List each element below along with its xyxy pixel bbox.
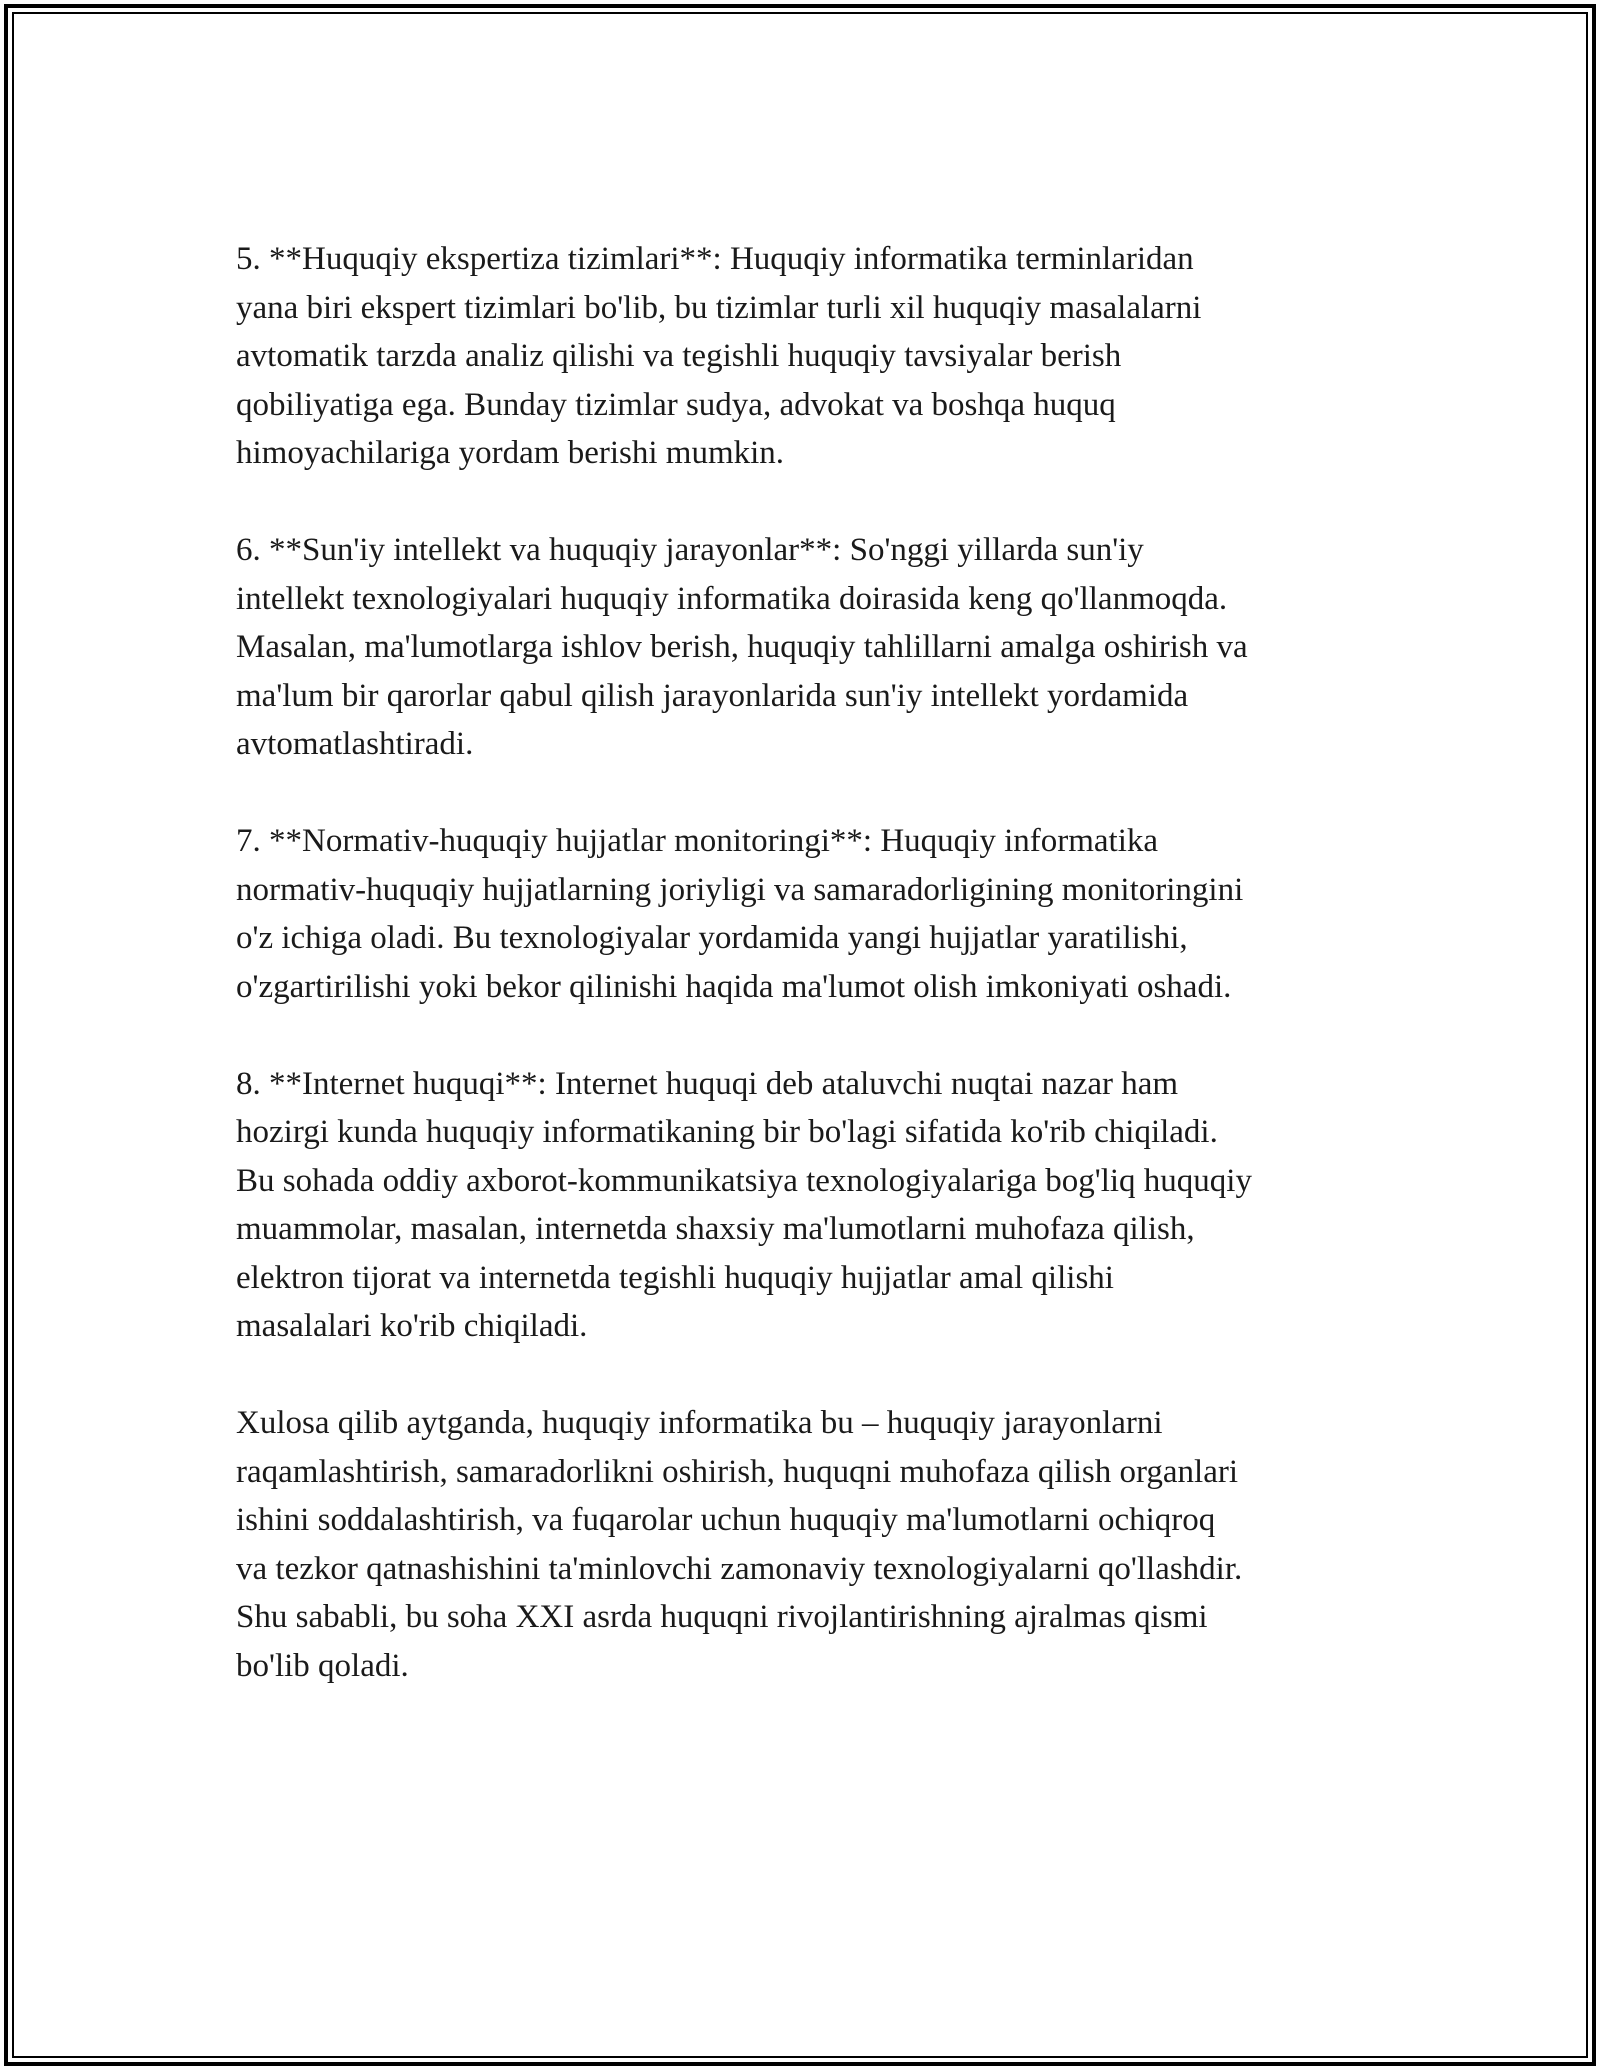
text-line: avtomatlashtiradi. [236,726,474,762]
text-line: 8. **Internet huquqi**: Internet huquqi deb ataluvchi nuqtai nazar ham [236,1065,1179,1102]
text-line: bo'lib qoladi. [236,1647,409,1684]
text-line: Bu sohada oddiy axborot-kommunikatsiya texnologiyalariga bog'liq huquqiy [236,1162,1252,1199]
document-body [236,235,1396,1739]
text-line: Xulosa qilib aytganda, huquqiy informatika bu – huquqiy jarayonlarni [236,1405,1163,1441]
text-line: avtomatik tarzda analiz qilishi va tegishli huquqiy tavsiyalar berish [236,338,1122,374]
text-line: normativ-huquqiy hujjatlarning joriyligi va samaradorligining monitoringini [236,871,1244,908]
text-line: 7. **Normativ-huquqiy hujjatlar monitoringi**: Huquqiy informatika [236,823,1159,859]
text-line: elektron tijorat va internetda tegishli huquqiy hujjatlar amal qilishi [236,1259,1114,1296]
text-line: Masalan, ma'lumotlarga ishlov berish, huquqiy tahlillarni amalga oshirish va [236,629,1248,665]
text-line: ishini soddalashtirish, va fuqarolar uchun huquqiy ma'lumotlarni ochiqroq [236,1502,1216,1538]
text-line: qobiliyatiga ega. Bunday tizimlar sudya, advokat va boshqa huquq [236,386,1116,423]
text-line: raqamlashtirish, samaradorlikni oshirish, huquqni muhofaza qilish organlari [236,1453,1239,1490]
text-line: 6. **Sun'iy intellekt va huquqiy jarayonlar**: So'nggi yillarda sun'iy [236,532,1144,568]
text-line: Shu sababli, bu soha XXI asrda huquqni rivojlantirishning ajralmas qismi [236,1599,1208,1635]
text-line: ma'lum bir qarorlar qabul qilish jarayonlarida sun'iy intellekt yordamida [236,677,1189,714]
text-line: masalalari ko'rib chiqiladi. [236,1308,588,1344]
text-line: 5. **Huquqiy ekspertiza tizimlari**: Huquqiy informatika terminlaridan [236,241,1194,277]
paragraph-8-internet-law [236,1060,1396,1351]
paragraph-5-expert-systems [236,235,1396,478]
paragraph-7-normative-monitoring [236,817,1396,1011]
text-line: hozirgi kunda huquqiy informatikaning bir bo'lagi sifatida ko'rib chiqiladi. [236,1114,1218,1150]
text-line: o'z ichiga oladi. Bu texnologiyalar yordamida yangi hujjatlar yaratilishi, [236,920,1188,956]
text-line: muammolar, masalan, internetda shaxsiy ma'lumotlarni muhofaza qilish, [236,1211,1195,1247]
text-line: o'zgartirilishi yoki bekor qilinishi haqida ma'lumot olish imkoniyati oshadi. [236,968,1232,1005]
text-line: himoyachilariga yordam berishi mumkin. [236,435,785,471]
text-line: va tezkor qatnashishini ta'minlovchi zamonaviy texnologiyalarni qo'llashdir. [236,1550,1243,1587]
text-line: intellekt texnologiyalari huquqiy informatika doirasida keng qo'llanmoqda. [236,580,1228,617]
text-line: yana biri ekspert tizimlari bo'lib, bu tizimlar turli xil huquqiy masalalarni [236,289,1202,326]
paragraph-6-artificial-intelligence [236,526,1396,769]
paragraph-conclusion [236,1399,1396,1690]
